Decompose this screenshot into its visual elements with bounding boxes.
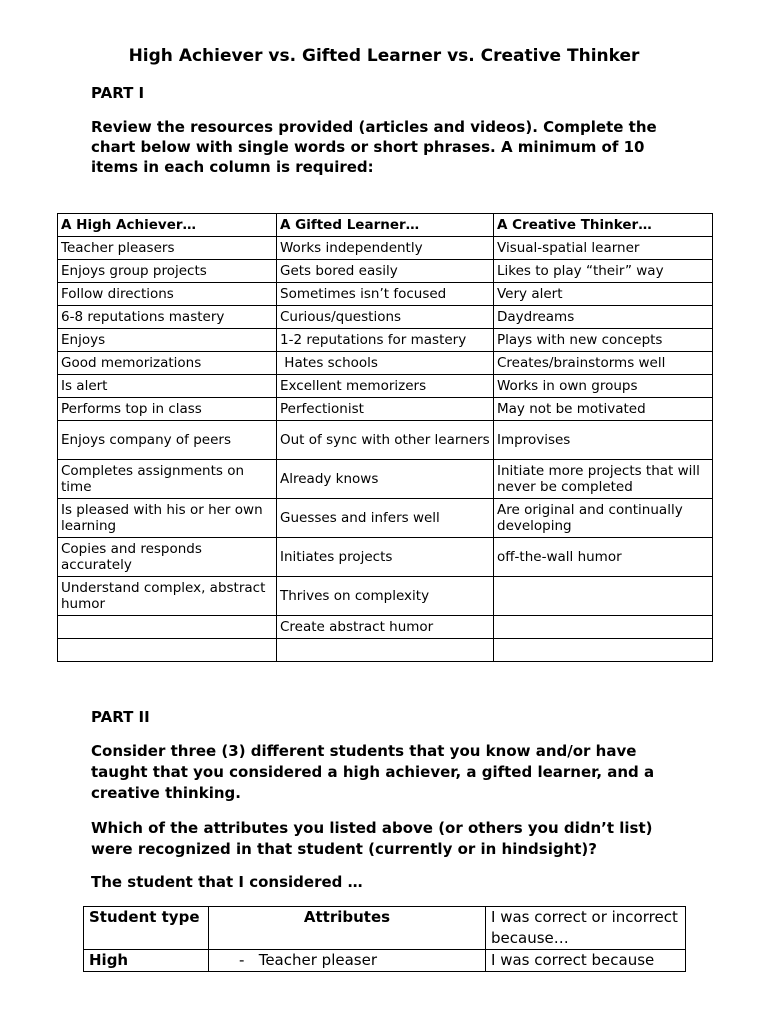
student-table	[83, 906, 686, 972]
table-row	[58, 329, 713, 352]
table-row	[58, 398, 713, 421]
table-row	[58, 375, 713, 398]
table-cell: Is pleased with his or her own learning	[58, 499, 277, 538]
chart-header-row	[58, 214, 713, 237]
table-row	[58, 460, 713, 499]
table-row	[58, 499, 713, 538]
table-cell: Sometimes isn’t focused	[277, 283, 494, 306]
table-cell: Follow directions	[58, 283, 277, 306]
table-row	[58, 639, 713, 662]
table-row	[58, 577, 713, 616]
table-cell: Understand complex, abstract humor	[58, 577, 277, 616]
header-attributes: Attributes	[209, 907, 486, 950]
table-cell: May not be motivated	[494, 398, 713, 421]
table-cell: Hates schools	[277, 352, 494, 375]
table-cell: Are original and continually developing	[494, 499, 713, 538]
table-row	[58, 260, 713, 283]
table-cell: Guesses and infers well	[277, 499, 494, 538]
table-cell: Works in own groups	[494, 375, 713, 398]
header-high-achiever: A High Achiever…	[58, 214, 277, 237]
document-title: High Achiever vs. Gifted Learner vs. Creative Thinker	[128, 46, 640, 66]
table-row	[58, 538, 713, 577]
table-cell	[494, 616, 713, 639]
table-cell: Already knows	[277, 460, 494, 499]
table-cell	[277, 639, 494, 662]
table-cell: Curious/questions	[277, 306, 494, 329]
table-cell: Works independently	[277, 237, 494, 260]
table-cell: Is alert	[58, 375, 277, 398]
table-cell: Out of sync with other learners	[277, 421, 494, 460]
table-cell: Likes to play “their” way	[494, 260, 713, 283]
table-cell: Initiate more projects that will never be completed	[494, 460, 713, 499]
table-cell: Performs top in class	[58, 398, 277, 421]
table-row	[58, 616, 713, 639]
table-cell: Creates/brainstorms well	[494, 352, 713, 375]
table-cell: Improvises	[494, 421, 713, 460]
table-cell: Very alert	[494, 283, 713, 306]
table-cell: Initiates projects	[277, 538, 494, 577]
table-cell: Good memorizations	[58, 352, 277, 375]
header-correctness: I was correct or incorrect because…	[486, 907, 686, 950]
part-2-question: Which of the attributes you listed above (or others you didn’t list) were recognized in that student (currently or in hindsight)?	[91, 819, 653, 858]
table-cell: Create abstract humor	[277, 616, 494, 639]
table-cell: 1-2 reputations for mastery	[277, 329, 494, 352]
table-cell: off-the-wall humor	[494, 538, 713, 577]
header-student-type: Student type	[84, 907, 209, 950]
table-cell: Enjoys	[58, 329, 277, 352]
table-cell: Plays with new concepts	[494, 329, 713, 352]
part-2-student-considered: The student that I considered …	[91, 873, 363, 891]
header-creative-thinker: A Creative Thinker…	[494, 214, 713, 237]
attributes-cell: - Teacher pleaser	[209, 950, 486, 972]
table-cell: Teacher pleasers	[58, 237, 277, 260]
table-cell: Gets bored easily	[277, 260, 494, 283]
student-type-cell: High	[84, 950, 209, 972]
table-cell: Daydreams	[494, 306, 713, 329]
table-cell: Completes assignments on time	[58, 460, 277, 499]
table-cell	[58, 639, 277, 662]
table-cell: Visual-spatial learner	[494, 237, 713, 260]
table-row	[58, 306, 713, 329]
table-cell	[494, 577, 713, 616]
table-cell: Enjoys company of peers	[58, 421, 277, 460]
table-cell: Enjoys group projects	[58, 260, 277, 283]
table-cell	[494, 639, 713, 662]
table-cell	[58, 616, 277, 639]
table-row	[58, 237, 713, 260]
correctness-cell: I was correct because	[486, 950, 686, 972]
table-row	[58, 283, 713, 306]
table-cell: Copies and responds accurately	[58, 538, 277, 577]
attributes-chart	[57, 213, 713, 662]
table-cell: Thrives on complexity	[277, 577, 494, 616]
table-cell: 6-8 reputations mastery	[58, 306, 277, 329]
header-gifted-learner: A Gifted Learner…	[277, 214, 494, 237]
table-cell: Perfectionist	[277, 398, 494, 421]
table-cell: Excellent memorizers	[277, 375, 494, 398]
part-1-heading: PART I	[91, 84, 145, 102]
part-1-instructions: Review the resources provided (articles and videos). Complete the chart below with single words or short phrases. A minimum of 10 items in each column is required:	[91, 118, 657, 176]
table-row	[58, 352, 713, 375]
table-row	[84, 950, 686, 972]
part-2-consider-text: Consider three (3) different students that you know and/or have taught that you considered a high achiever, a gifted learner, and a creative thinking.	[91, 742, 655, 802]
student-table-header-row	[84, 907, 686, 950]
table-row	[58, 421, 713, 460]
part-2-heading: PART II	[91, 708, 150, 726]
